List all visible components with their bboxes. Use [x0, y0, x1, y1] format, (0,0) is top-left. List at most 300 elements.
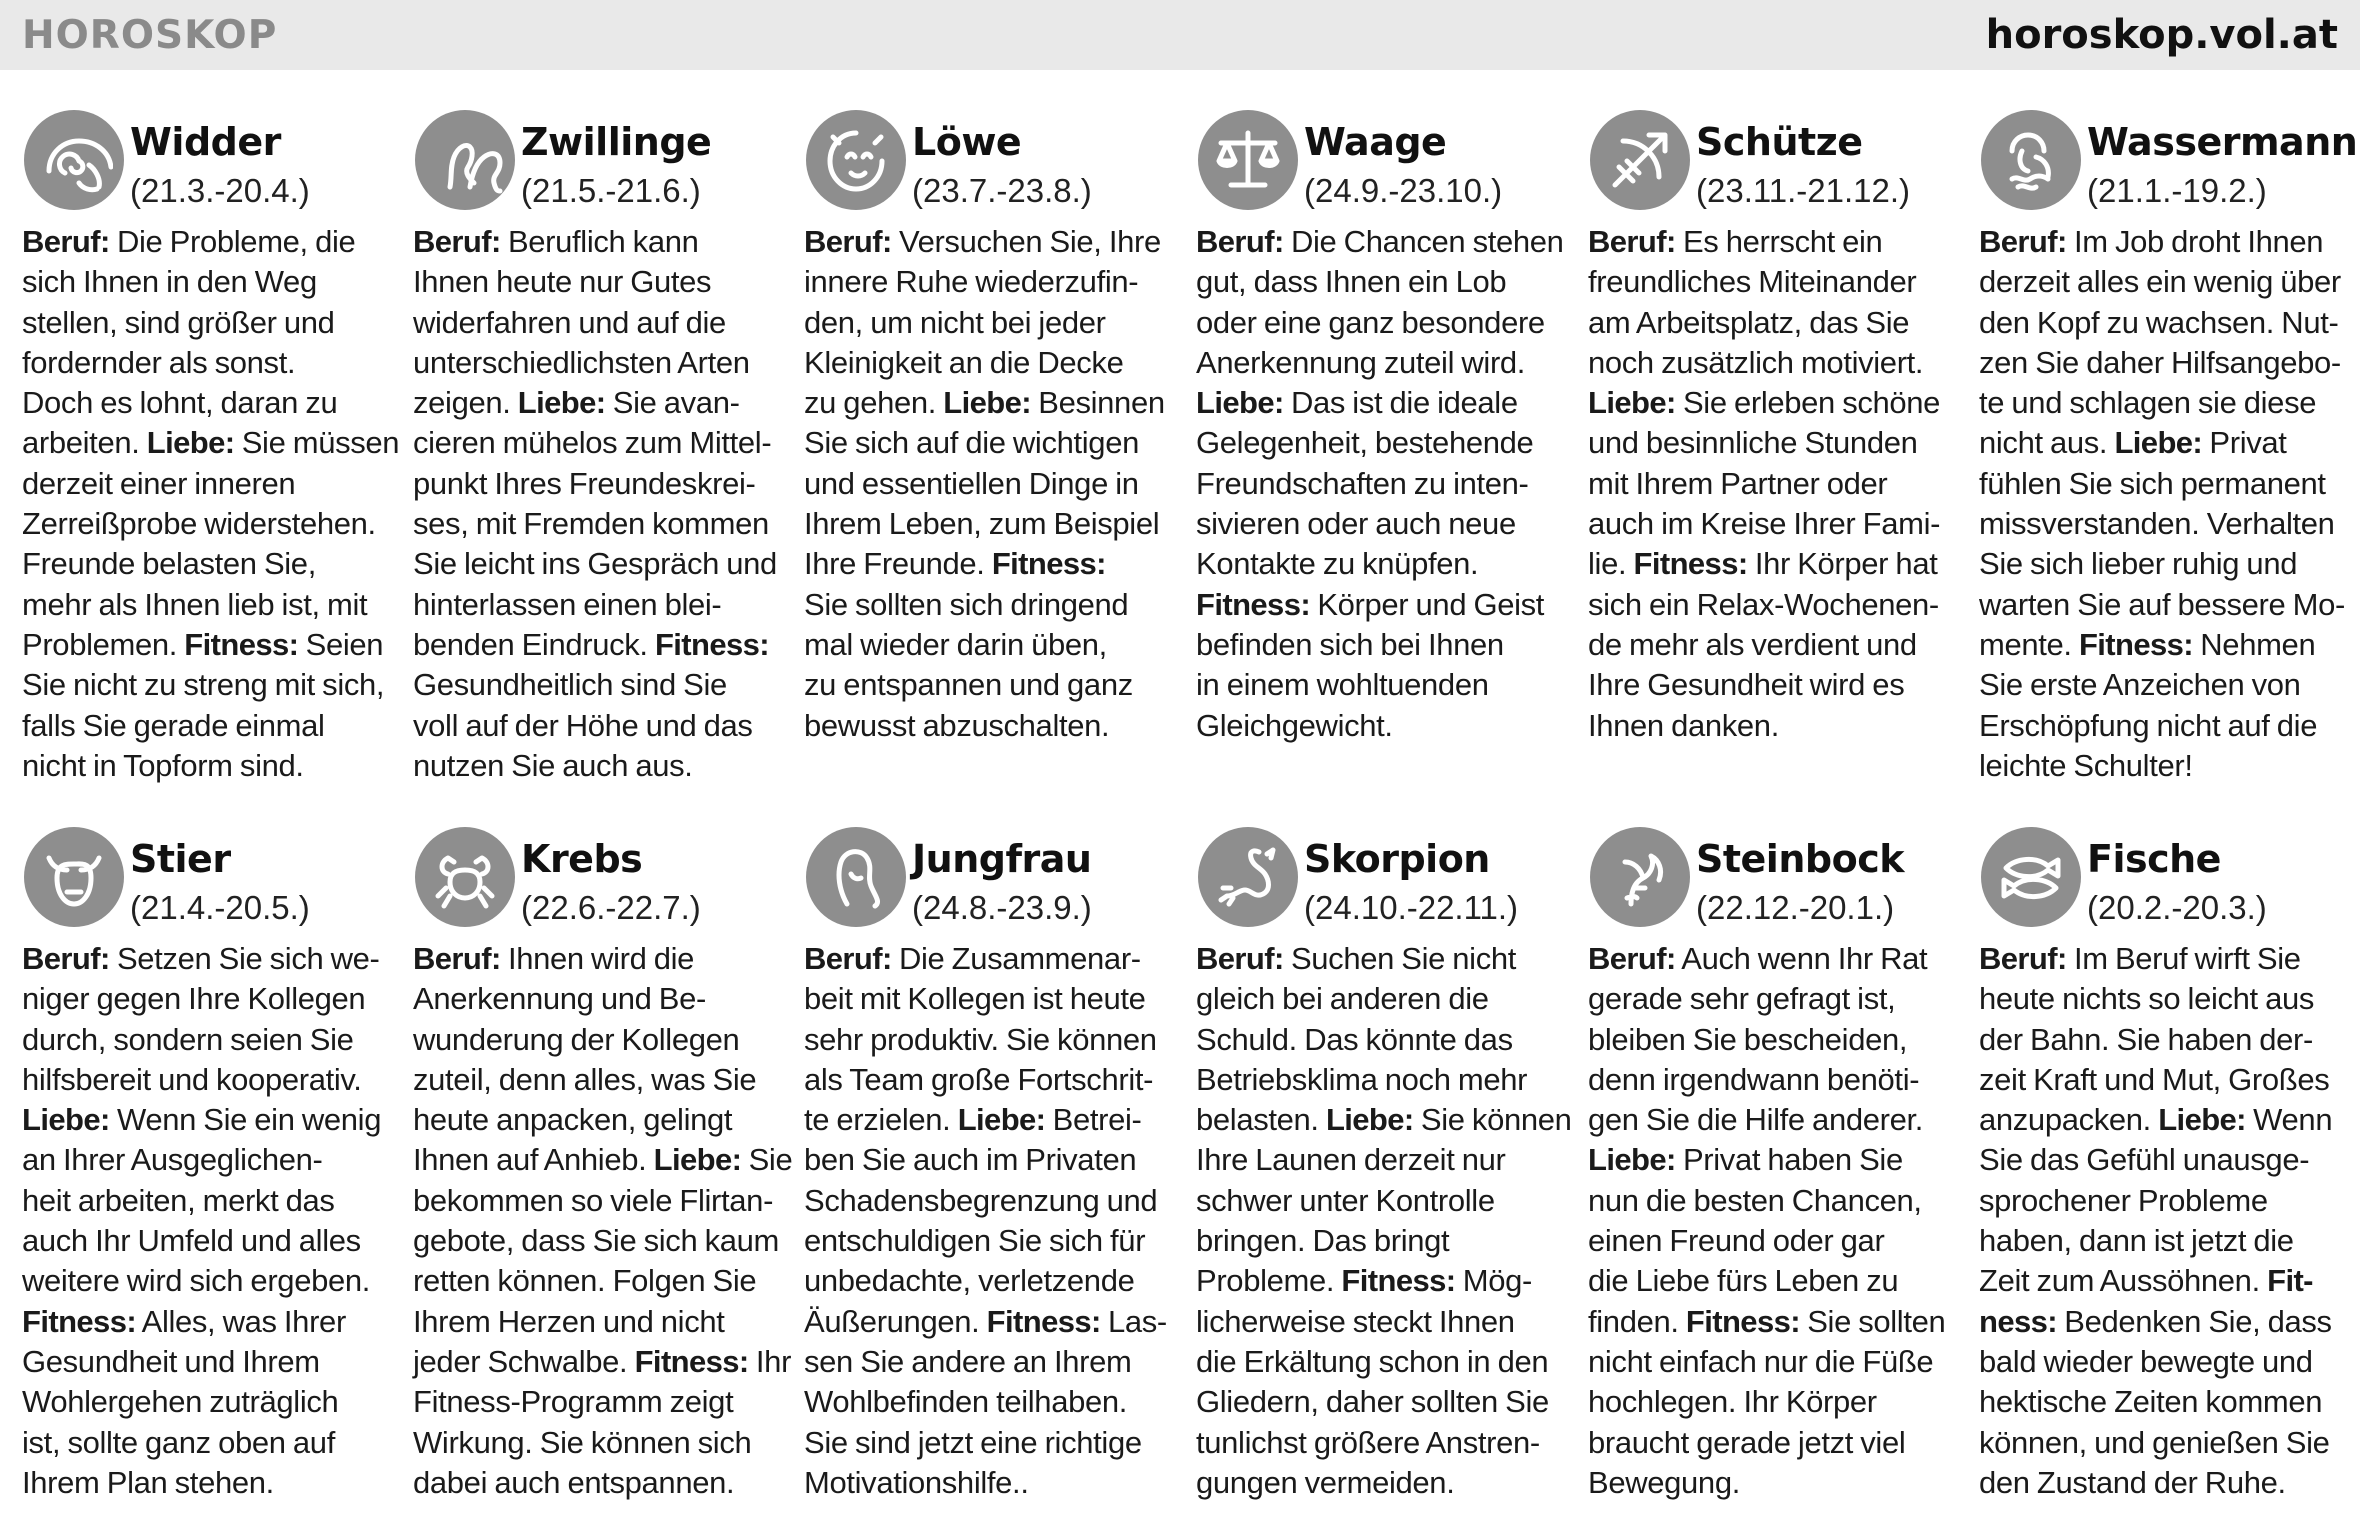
text-segment: gleich bei anderen die — [1196, 981, 1489, 1017]
text-line — [804, 423, 1176, 463]
text-line — [413, 1140, 793, 1180]
sign-name: Widder — [130, 120, 281, 164]
category-label: Liebe: — [517, 385, 606, 421]
text-line — [1588, 1261, 1960, 1301]
text-line — [804, 1020, 1176, 1060]
text-segment: den, um nicht bei jeder — [804, 304, 1106, 340]
sign-name: Zwillinge — [521, 120, 712, 164]
text-segment: Schuld. Das könnte das — [1196, 1021, 1513, 1057]
text-segment: innere Ruhe wiederzufin- — [804, 264, 1139, 300]
text-line — [1979, 504, 2351, 544]
category-label: Fitness: — [1196, 586, 1311, 622]
text-line — [413, 383, 785, 423]
sign-header — [804, 110, 1176, 222]
sign-header — [1196, 110, 1568, 222]
text-segment: Setzen Sie sich we- — [109, 941, 380, 976]
text-segment: noch zusätzlich motiviert. — [1588, 344, 1924, 380]
category-label: ness: — [1979, 1303, 2057, 1339]
text-segment: Ihrem Leben, zum Beispiel — [804, 506, 1160, 542]
text-segment: Körper und Geist — [1310, 586, 1545, 622]
text-segment: beit mit Kollegen ist heute — [804, 981, 1146, 1017]
text-line — [1196, 544, 1568, 584]
text-segment: als Team große Fortschrit- — [804, 1061, 1154, 1097]
category-label: Beruf: — [1588, 224, 1676, 259]
category-label: Beruf: — [22, 224, 110, 259]
category-label: Liebe: — [1588, 385, 1676, 421]
text-segment: und essentiellen Dinge in — [804, 465, 1139, 501]
text-segment: nicht in Topform sind. — [22, 747, 304, 783]
category-label: Liebe: — [2158, 1102, 2246, 1138]
ram-icon — [24, 110, 124, 210]
text-segment: te und schlagen sie diese — [1979, 385, 2317, 421]
text-segment: Schadensbegrenzung und — [804, 1182, 1158, 1218]
category-label: Beruf: — [1196, 941, 1284, 976]
text-line — [1588, 1423, 1960, 1463]
crab-icon — [415, 827, 515, 927]
text-segment: Zeit zum Aussöhnen. — [1979, 1263, 2268, 1299]
horoscope-grid — [0, 100, 2360, 1531]
bull-icon — [24, 827, 124, 927]
text-line — [1588, 464, 1960, 504]
text-segment: Kleinigkeit an die Decke — [804, 344, 1124, 380]
text-segment: Gleichgewicht. — [1196, 707, 1393, 743]
text-segment: zeit Kraft und Mut, Großes — [1979, 1061, 2330, 1097]
text-segment: Gesundheit und Ihrem — [22, 1343, 320, 1379]
text-segment: zen Sie daher Hilfsangebo- — [1979, 344, 2341, 380]
horoscope-widder — [22, 110, 400, 786]
text-segment: wunderung der Kollegen — [413, 1021, 740, 1057]
text-line — [1979, 303, 2351, 343]
text-segment: hilfsbereit und kooperativ. — [22, 1061, 362, 1097]
text-segment: heute anpacken, gelingt — [413, 1102, 733, 1138]
text-segment: missverstanden. Verhalten — [1979, 506, 2335, 542]
text-line — [1979, 423, 2351, 463]
category-label: Fitness: — [22, 1303, 137, 1339]
text-line — [1196, 1020, 1568, 1060]
text-segment: tunlichst größere Anstren- — [1196, 1424, 1540, 1460]
text-line — [413, 504, 785, 544]
scorpion-icon — [1198, 827, 1298, 927]
text-segment: Wenn Sie ein wenig — [109, 1102, 382, 1138]
sign-forecast-text — [1196, 939, 1572, 1503]
text-segment: Äußerungen. — [804, 1303, 987, 1339]
text-line — [1979, 665, 2351, 705]
text-line — [413, 625, 785, 665]
text-line — [22, 383, 394, 423]
text-line — [804, 1140, 1176, 1180]
text-line — [1979, 1060, 2351, 1100]
text-segment: einen Freund oder gar — [1588, 1223, 1885, 1259]
text-segment: Sie sich lieber ruhig und — [1979, 546, 2298, 582]
text-segment: mente. — [1979, 626, 2079, 662]
horoscope-schuetze — [1588, 110, 1960, 746]
text-segment: Privat — [2202, 425, 2287, 461]
horoscope-waage — [1196, 110, 1568, 746]
text-line — [413, 706, 785, 746]
text-segment: an Ihrer Ausgeglichen- — [22, 1142, 323, 1178]
text-segment: Besinnen — [1031, 385, 1165, 421]
text-line — [1979, 625, 2351, 665]
text-line — [413, 1382, 785, 1422]
text-segment: Erschöpfung nicht auf die — [1979, 707, 2318, 743]
text-line — [1588, 343, 1960, 383]
text-line — [804, 504, 1176, 544]
text-line — [22, 1261, 394, 1301]
text-segment: Wohlbefinden teilhaben. — [804, 1384, 1128, 1420]
text-segment: nun die besten Chancen, — [1588, 1182, 1922, 1218]
text-segment: gebote, dass Sie sich kaum — [413, 1223, 779, 1259]
text-segment: Fitness-Programm zeigt — [413, 1384, 734, 1420]
text-segment: nicht aus. — [1979, 425, 2115, 461]
text-line — [22, 303, 394, 343]
text-line — [804, 1342, 1176, 1382]
horoscope-zwillinge — [413, 110, 785, 786]
twins-icon — [415, 110, 515, 210]
category-label: Fitness: — [634, 1343, 749, 1379]
text-line — [22, 262, 394, 302]
text-line — [1196, 222, 1568, 262]
sign-forecast-text — [1979, 939, 2351, 1503]
text-line — [1588, 423, 1960, 463]
text-segment: nutzen Sie auch aus. — [413, 747, 693, 783]
text-line — [1588, 665, 1960, 705]
text-segment: Betrei- — [1045, 1102, 1142, 1138]
text-segment: die Liebe fürs Leben zu — [1588, 1263, 1899, 1299]
text-segment: Probleme. — [1196, 1263, 1342, 1299]
text-segment: widerfahren und auf die — [413, 304, 726, 340]
text-line — [1979, 343, 2351, 383]
text-line — [1979, 1221, 2351, 1261]
text-segment: mehr als Ihnen lieb ist, mit — [22, 586, 368, 622]
text-segment: cieren mühelos zum Mittel- — [413, 425, 772, 461]
sign-dates: (22.6.-22.7.) — [521, 889, 701, 926]
text-line — [804, 1060, 1176, 1100]
text-line — [413, 1020, 785, 1060]
text-segment: Bewegung. — [1588, 1464, 1740, 1500]
category-label: Liebe: — [957, 1102, 1046, 1138]
text-line — [22, 504, 394, 544]
text-segment: Privat haben Sie — [1675, 1142, 1903, 1178]
scales-icon — [1198, 110, 1298, 210]
text-line — [1979, 1463, 2351, 1503]
text-segment: Wenn — [2245, 1102, 2333, 1138]
text-segment: Motivationshilfe.. — [804, 1464, 1029, 1500]
text-segment: den Kopf zu wachsen. Nut- — [1979, 304, 2339, 340]
text-line — [1588, 706, 1960, 746]
text-line — [804, 464, 1176, 504]
text-segment: Ihnen danken. — [1588, 707, 1779, 743]
text-segment: Problemen. — [22, 626, 185, 662]
text-segment: können, und genießen Sie — [1979, 1424, 2330, 1460]
sign-header — [22, 110, 394, 222]
text-line — [22, 222, 394, 262]
text-line — [22, 544, 394, 584]
text-segment: Anerkennung und Be- — [413, 981, 706, 1017]
text-segment: Gliedern, daher sollten Sie — [1196, 1384, 1549, 1420]
water-bearer-icon — [1981, 110, 2081, 210]
text-line — [804, 1423, 1176, 1463]
text-segment: de mehr als verdient und — [1588, 626, 1917, 662]
text-line — [804, 706, 1176, 746]
category-label: Beruf: — [1588, 941, 1676, 976]
text-segment: gungen vermeiden. — [1196, 1464, 1455, 1500]
text-segment: sich ein Relax-Wochenen- — [1588, 586, 1939, 622]
text-line — [22, 1020, 394, 1060]
text-line — [1196, 423, 1568, 463]
text-segment: auch im Kreise Ihrer Fami- — [1588, 506, 1941, 542]
text-line — [413, 979, 785, 1019]
text-line — [22, 343, 394, 383]
text-line — [1196, 665, 1568, 705]
text-segment: Im Job droht Ihnen — [2066, 224, 2324, 259]
text-line — [1196, 1382, 1568, 1422]
text-line — [22, 625, 394, 665]
text-segment: finden. — [1588, 1303, 1686, 1339]
text-line — [804, 1382, 1176, 1422]
text-line — [413, 665, 785, 705]
text-line — [1979, 1382, 2351, 1422]
text-line — [804, 544, 1176, 584]
text-segment: nicht einfach nur die Füße — [1588, 1343, 1934, 1379]
text-line — [1196, 1100, 1572, 1140]
text-line — [804, 383, 1176, 423]
text-segment: bewusst abzuschalten. — [804, 707, 1110, 743]
text-segment: sehr produktiv. Sie können — [804, 1021, 1157, 1057]
text-segment: bringen. Das bringt — [1196, 1223, 1450, 1259]
text-segment: Ihnen heute nur Gutes — [413, 264, 712, 300]
text-segment: Betriebsklima noch mehr — [1196, 1061, 1528, 1097]
text-line — [1979, 222, 2351, 262]
sign-name: Stier — [130, 837, 231, 881]
text-segment: in einem wohltuenden — [1196, 667, 1489, 703]
text-segment: haben, dann ist jetzt die — [1979, 1223, 2294, 1259]
text-segment: zuteil, denn alles, was Sie — [413, 1061, 757, 1097]
text-segment: Die Probleme, die — [109, 224, 356, 259]
text-segment: voll auf der Höhe und das — [413, 707, 753, 743]
horoscope-fische — [1979, 827, 2351, 1503]
text-segment: heute nichts so leicht aus — [1979, 981, 2314, 1017]
category-label: Fitness: — [184, 626, 299, 662]
text-line — [413, 262, 785, 302]
text-segment: zu entspannen und ganz — [804, 667, 1133, 703]
text-line — [1196, 262, 1568, 302]
text-segment: hochlegen. Ihr Körper — [1588, 1384, 1877, 1420]
text-line — [1196, 585, 1568, 625]
sign-dates: (20.2.-20.3.) — [2087, 889, 2267, 926]
text-segment: Sie erleben schöne — [1675, 385, 1941, 421]
text-line — [1588, 1060, 1960, 1100]
text-segment: gen Sie die Hilfe anderer. — [1588, 1102, 1924, 1138]
text-line — [804, 1261, 1176, 1301]
text-line — [413, 544, 785, 584]
text-line — [1979, 1140, 2351, 1180]
text-line — [1196, 1060, 1568, 1100]
text-line — [1588, 262, 1960, 302]
text-line — [22, 1140, 394, 1180]
sign-forecast-text — [22, 222, 400, 786]
fish-icon — [1981, 827, 2081, 927]
text-line — [1196, 979, 1568, 1019]
text-line — [22, 585, 394, 625]
text-line — [1588, 383, 1960, 423]
site-link[interactable]: horoskop.vol.at — [1985, 12, 2338, 58]
text-line — [1588, 1181, 1960, 1221]
text-segment: unbedachte, verletzende — [804, 1263, 1135, 1299]
text-segment: lie. — [1588, 546, 1634, 582]
text-line — [413, 464, 785, 504]
category-label: Beruf: — [1979, 224, 2067, 259]
text-line — [1196, 464, 1568, 504]
text-segment: Gelegenheit, bestehende — [1196, 425, 1534, 461]
text-line — [1979, 544, 2351, 584]
sign-forecast-text — [413, 222, 785, 786]
text-segment: Beruflich kann — [500, 224, 699, 259]
text-line — [804, 1302, 1176, 1342]
sign-dates: (21.5.-21.6.) — [521, 172, 701, 209]
text-line — [22, 746, 394, 786]
text-segment: Es herrscht ein — [1675, 224, 1883, 259]
text-line — [413, 1181, 785, 1221]
text-segment: Ihre Freunde. — [804, 546, 992, 582]
text-segment: Freunde belasten Sie, — [22, 546, 316, 582]
text-segment: belasten. — [1196, 1102, 1326, 1138]
text-segment: den Zustand der Ruhe. — [1979, 1464, 2286, 1500]
text-line — [804, 1463, 1176, 1503]
text-line — [804, 343, 1176, 383]
text-segment: Ihnen wird die — [500, 941, 695, 976]
sign-forecast-text — [413, 939, 793, 1503]
category-label: Fitness: — [2078, 626, 2193, 662]
text-segment: Wirkung. Sie können sich — [413, 1424, 752, 1460]
text-segment: jeder Schwalbe. — [413, 1343, 635, 1379]
horoscope-krebs — [413, 827, 793, 1503]
text-line — [804, 1181, 1176, 1221]
text-line — [413, 939, 785, 979]
category-label: Beruf: — [413, 224, 501, 259]
text-line — [1196, 1463, 1568, 1503]
text-segment: sich Ihnen in den Weg — [22, 264, 317, 300]
category-label: Fitness: — [1685, 1303, 1800, 1339]
text-segment: Sie das Gefühl unausge- — [1979, 1142, 2310, 1178]
text-line — [1196, 1302, 1568, 1342]
text-line — [22, 1342, 394, 1382]
text-segment: Die Zusammenar- — [891, 941, 1141, 976]
text-segment: weitere wird sich ergeben. — [22, 1263, 371, 1299]
category-label: Liebe: — [1196, 385, 1284, 421]
text-segment: Sie leicht ins Gespräch und — [413, 546, 777, 582]
sign-header — [1196, 827, 1568, 939]
text-line — [804, 625, 1176, 665]
text-segment: die Erkältung schon in den — [1196, 1343, 1549, 1379]
text-segment: Sie müssen — [234, 425, 400, 461]
category-label: Liebe: — [146, 425, 235, 461]
maiden-icon — [806, 827, 906, 927]
text-segment: ist, sollte ganz oben auf — [22, 1424, 335, 1460]
text-segment: befinden sich bei Ihnen — [1196, 626, 1504, 662]
text-segment: Sie — [741, 1142, 793, 1178]
text-line — [1588, 1020, 1960, 1060]
text-segment: unterschiedlichsten Arten — [413, 344, 750, 380]
text-line — [413, 303, 785, 343]
sign-name: Waage — [1304, 120, 1447, 164]
text-segment: bekommen so viele Flirtan- — [413, 1182, 774, 1218]
sign-header — [804, 827, 1176, 939]
text-line — [804, 303, 1176, 343]
lion-icon — [806, 110, 906, 210]
text-line — [804, 665, 1176, 705]
text-segment: te erzielen. — [804, 1102, 958, 1138]
text-line — [1588, 939, 1960, 979]
text-line — [22, 464, 394, 504]
text-line — [22, 1423, 394, 1463]
text-line — [1979, 1302, 2351, 1342]
sign-header — [1588, 110, 1960, 222]
text-line — [413, 1100, 785, 1140]
text-line — [22, 1302, 394, 1342]
text-line — [804, 222, 1176, 262]
text-line — [1196, 939, 1568, 979]
text-line — [1196, 383, 1568, 423]
text-line — [22, 979, 394, 1019]
text-segment: schwer unter Kontrolle — [1196, 1182, 1495, 1218]
text-line — [1979, 979, 2351, 1019]
text-line — [1979, 1342, 2351, 1382]
text-line — [1196, 1221, 1568, 1261]
text-line — [1588, 303, 1960, 343]
text-line — [22, 706, 394, 746]
text-line — [1588, 1382, 1960, 1422]
sign-forecast-text — [1588, 939, 1960, 1503]
text-segment: Versuchen Sie, Ihre — [891, 224, 1161, 259]
text-line — [1588, 1463, 1960, 1503]
sign-dates: (24.9.-23.10.) — [1304, 172, 1503, 209]
text-line — [22, 1382, 394, 1422]
text-line — [1979, 1261, 2351, 1301]
text-line — [1588, 1100, 1960, 1140]
category-label: Beruf: — [804, 224, 892, 259]
page-header — [0, 0, 2360, 70]
category-label: Liebe: — [653, 1142, 742, 1178]
text-line — [413, 1221, 785, 1261]
category-label: Liebe: — [2114, 425, 2203, 461]
text-segment: durch, sondern seien Sie — [22, 1021, 354, 1057]
text-segment: mit Ihrem Partner oder — [1588, 465, 1888, 501]
text-segment: Gesundheitlich sind Sie — [413, 667, 727, 703]
text-line — [1979, 383, 2351, 423]
text-segment: Ihre Gesundheit wird es — [1588, 667, 1905, 703]
category-label: Liebe: — [1325, 1102, 1414, 1138]
text-segment: anzupacken. — [1979, 1102, 2159, 1138]
text-line — [1979, 1181, 2351, 1221]
category-label: Beruf: — [1979, 941, 2067, 976]
sign-name: Schütze — [1696, 120, 1863, 164]
text-segment: Bedenken Sie, dass — [2056, 1303, 2332, 1339]
text-segment: Das ist die ideale — [1283, 385, 1518, 421]
text-line — [22, 1100, 394, 1140]
sign-name: Krebs — [521, 837, 643, 881]
text-segment: gut, dass Ihnen ein Lob — [1196, 264, 1507, 300]
sign-forecast-text — [804, 939, 1176, 1503]
category-label: Fitness: — [986, 1303, 1101, 1339]
text-segment: zu gehen. — [804, 385, 944, 421]
text-segment: Sie avan- — [605, 385, 740, 421]
text-line — [1979, 262, 2351, 302]
text-line — [804, 1221, 1176, 1261]
text-segment: Im Beruf wirft Sie — [2066, 941, 2301, 976]
text-segment: Sie sind jetzt eine richtige — [804, 1424, 1142, 1460]
category-label: Fitness: — [654, 626, 770, 662]
text-segment: mal wieder darin üben, — [804, 626, 1107, 662]
